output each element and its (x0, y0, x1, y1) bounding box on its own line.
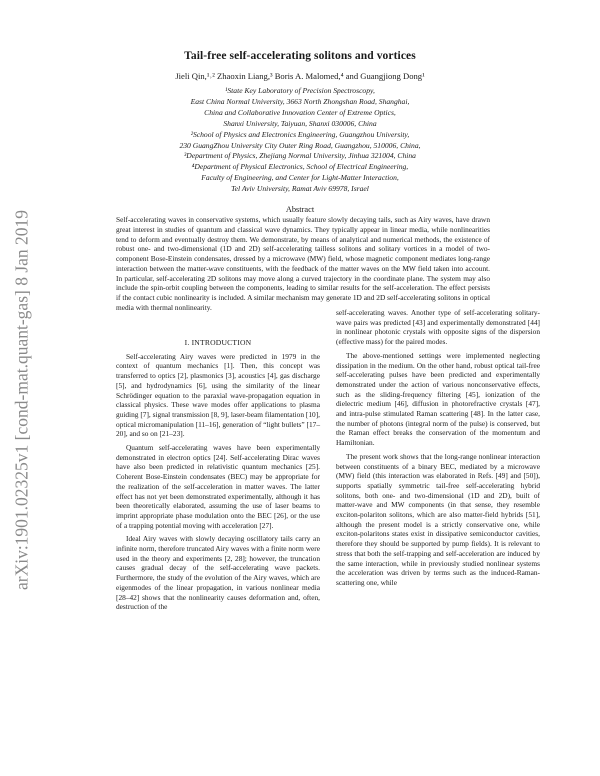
arxiv-stamp (8, 200, 36, 600)
paper-title: Tail-free self-accelerating solitons and vortices (184, 50, 416, 62)
paragraph: The above-mentioned settings were implemented neglecting dissipation in the medium. On the other hand, robust optical tail-free self-accelerating pulses have been predicted and experimentally demonstrated under the action of various nonconservative effects, such as the sliding-frequency filtering [45], ionization of the dielectric medium [46], diffusion in photorefractive crystals [47], and intra-pulse stimulated Raman scattering [48]. In the latter case, the number of photons (integral norm of the pulse) is conserved, but the Raman effect breaks the conservation of the momentum and Hamiltonian. (336, 350, 540, 448)
affiliations (0, 86, 600, 195)
left-column (116, 338, 320, 616)
affiliation-line: China and Collaborative Innovation Center of Extreme Optics, (204, 107, 396, 117)
section-heading: I. INTRODUCTION (184, 338, 252, 347)
author-list: Jieli Qin,¹˒² Zhaoxin Liang,³ Boris A. Malomed,⁴ and Guangjiong Dong¹ (175, 71, 425, 81)
affiliation-line: Faculty of Engineering, and Center for Light-Matter Interaction, (201, 173, 399, 183)
abstract-heading: Abstract (285, 205, 315, 214)
affiliation-line: 230 GuangZhou University City Outer Ring Road, Guangzhou, 510006, China, (179, 140, 421, 150)
paragraph: Quantum self-accelerating waves have been experimentally demonstrated in electron optics [24]. Self-accelerating Dirac waves have also been predicted in relativistic quantum mechanics [25]. Coherent Bose-Einstein condensates (BEC) may be appropriate for the realization of the self-acceleration in matter waves. The latter effect has not yet been demonstrated experimentally, although it has been theoretically elaborated, assuming the use of laser beams to imprint appropriate phase modulation onto the BEC [26], or the use of a trapping potential moving with acceleration [27]. (116, 443, 320, 530)
abstract-text: Self-accelerating waves in conservative systems, which usually feature slowly decaying tails, such as Airy waves, have drawn great interest in studies of quantum and classical wave dynamics. They typically appear in linear media, while nonlinearities tend to deform and eventually destroy them. We demonstrate, by means of analytical and numerical methods, the existence of robust one- and two-dimensional (1D and 2D) self-accelerating tailless solitons and solitary vortices in a model of two-component Bose-Einstein condensates, dressed by a microwave (MW) field, whose magnetic component mediates long-range interaction between the matter-wave constituents, with the feedback of the matter waves on the MW field taken into account. In particular, self-accelerating 2D solitons may move along a curved trajectory in the coordinate plane. The system may also include the spin-orbit coupling between the components, leading to similar results for the self-acceleration. The effect persists if the contact cubic nonlinearity is included. A similar mechanism may generate 1D and 2D self-accelerating solitons in optical media with thermal nonlinearity. (116, 215, 490, 312)
affiliation-line: ¹State Key Laboratory of Precision Spectroscopy, (225, 86, 375, 95)
paragraph: Self-accelerating Airy waves were predicted in 1979 in the context of quantum mechanics [1]. Then, this concept was transferred to optics [2], plasmonics [3], acoustics [4], gas discharge [5], and hydrodynamics [6], using the similarity of the linear Schrödinger equation to the paraxial wave-propagation equation in classical physics. These wave modes offer applications to plasma guiding [7], signal transmission [8, 9], laser-beam filamentation [10], optical micromanipulation [11–16], generation of “light bullets” [17–20], and so on [21–23]. (116, 351, 320, 439)
right-column (336, 308, 540, 592)
paragraph: self-accelerating waves. Another type of self-accelerating solitary-wave pairs was predicted [43] and experimentally demonstrated [44] in nonlinear photonic crystals with opposite signs of the dispersion (effective mass) for the paired modes. (336, 308, 540, 347)
affiliation-line: ²School of Physics and Electronics Engineering, Guangzhou University, (190, 129, 410, 139)
arxiv-id: arXiv:1901.02325v1 [cond-mat.quant-gas] 8 Jan 2019 (11, 209, 32, 591)
affiliation-line: ⁴Department of Physical Electronics, School of Electrical Engineering, (191, 162, 409, 172)
affiliation-line: Tel Aviv University, Ramat Aviv 69978, Israel (231, 184, 369, 194)
paragraph: Ideal Airy waves with slowly decaying oscillatory tails carry an infinite norm, therefore truncated Airy waves with a finite norm were used in the theory and experiments [2, 28]; however, the truncation causes gradual decay of the self-accelerating wave packets. Furthermore, the study of the evolution of the Airy waves, which are eigenmodes of the linear propagation, in various nonlinear media [28–42] shows that the nonlinearity causes deformation and, often, destruction of the (116, 534, 320, 612)
affiliation-line: ³Department of Physics, Zhejiang Normal University, Jinhua 321004, China (184, 151, 416, 161)
affiliation-line: Shanxi University, Taiyuan, Shanxi 030006, China (223, 118, 377, 128)
paragraph: The present work shows that the long-range nonlinear interaction between constituents of a binary BEC, mediated by a microwave (MW) field (this interaction was elaborated in Refs. [49] and [50]), supports spatially symmetric tail-free self-accelerating hybrid solitons, both one- and two-dimensional (1D and 2D), built of matter-wave and MW components (in that sense, they resemble exciton-polariton solitons, which are also matter-field hybrids [51], although the present model is a strictly conservative one, while exciton-polaritons states exist in dissipative semiconductor cavities, therefore they should be supported by pump fields). It is relevant to stress that both the self-trapping and self-acceleration are induced by the same interaction, while in previously studied nonlinear systems the acceleration was driven by terms such as the induced-Raman-scattering one, while (336, 451, 540, 587)
affiliation-line: East China Normal University, 3663 North Zhongshan Road, Shanghai, (190, 96, 410, 106)
